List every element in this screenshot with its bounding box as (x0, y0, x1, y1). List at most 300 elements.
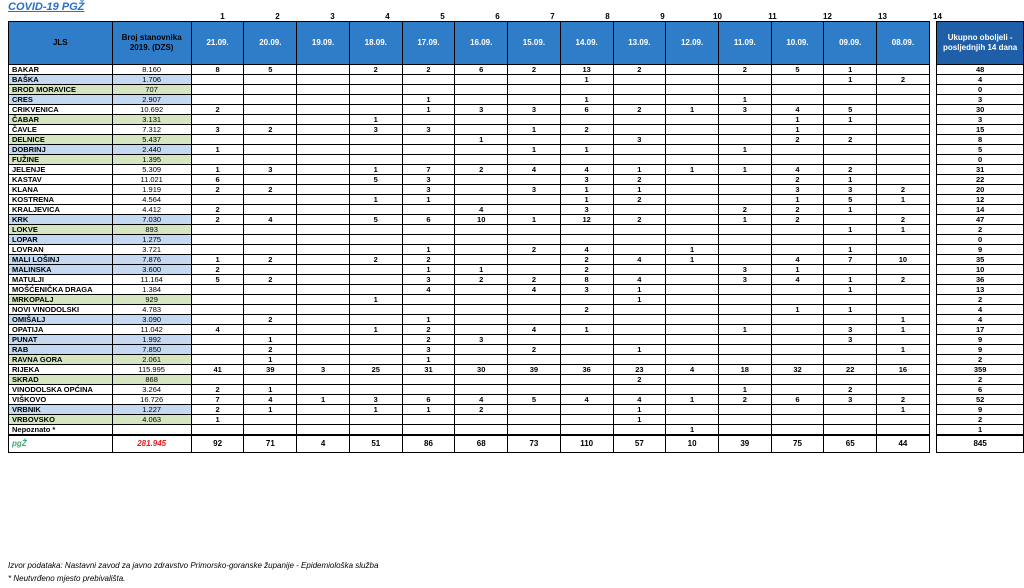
row-day-value: 1 (824, 275, 877, 285)
row-total: 17 (937, 325, 1024, 335)
row-day-value (244, 245, 297, 255)
row-day-value: 4 (455, 205, 508, 215)
spacer-cell (929, 385, 936, 395)
spacer-cell (929, 235, 936, 245)
row-population: 1.919 (112, 185, 191, 195)
row-day-value (508, 155, 561, 165)
row-day-value (771, 405, 824, 415)
row-total: 22 (937, 175, 1024, 185)
page-title: COVID-19 PGŽ (8, 1, 85, 13)
row-jls-name: CRIKVENICA (9, 105, 113, 115)
row-day-value: 1 (244, 355, 297, 365)
row-total: 0 (937, 85, 1024, 95)
row-day-value: 3 (402, 175, 455, 185)
row-day-value (297, 335, 350, 345)
row-day-value (666, 415, 719, 425)
row-day-value: 6 (455, 65, 508, 75)
row-population: 5.309 (112, 165, 191, 175)
row-day-value (613, 75, 666, 85)
row-jls-name: MRKOPALJ (9, 295, 113, 305)
day-number: 9 (660, 12, 665, 21)
row-day-value (508, 195, 561, 205)
row-day-value: 5 (824, 105, 877, 115)
row-day-value (560, 115, 613, 125)
row-day-value: 2 (771, 135, 824, 145)
row-day-value (666, 375, 719, 385)
spacer-cell (929, 395, 936, 405)
row-total: 14 (937, 205, 1024, 215)
table-row (9, 95, 1024, 105)
spacer-cell (929, 375, 936, 385)
row-day-value (824, 405, 877, 415)
row-day-value: 1 (244, 405, 297, 415)
spacer-cell (929, 22, 936, 65)
row-day-value (191, 135, 244, 145)
row-day-value (718, 85, 771, 95)
row-population: 7.030 (112, 215, 191, 225)
row-day-value: 2 (191, 205, 244, 215)
row-population: 11.042 (112, 325, 191, 335)
row-day-value (560, 345, 613, 355)
row-day-value (560, 235, 613, 245)
row-day-value (349, 285, 402, 295)
row-day-value (824, 145, 877, 155)
row-day-value: 2 (718, 205, 771, 215)
row-day-value (508, 265, 561, 275)
row-day-value (666, 95, 719, 105)
row-day-value: 1 (877, 345, 930, 355)
row-day-value: 41 (191, 365, 244, 375)
row-jls-name: RIJEKA (9, 365, 113, 375)
row-day-value (824, 215, 877, 225)
row-day-value (718, 225, 771, 235)
row-total: 15 (937, 125, 1024, 135)
row-day-value (455, 315, 508, 325)
row-day-value (666, 115, 719, 125)
table-row (9, 75, 1024, 85)
row-day-value (613, 125, 666, 135)
row-day-value (718, 355, 771, 365)
row-day-value: 2 (613, 175, 666, 185)
row-day-value (191, 285, 244, 295)
header-date: 10.09. (771, 22, 824, 65)
row-day-value: 2 (613, 195, 666, 205)
row-day-value (666, 65, 719, 75)
row-day-value (877, 295, 930, 305)
row-day-value: 4 (244, 395, 297, 405)
row-day-value (402, 115, 455, 125)
row-day-value (877, 145, 930, 155)
row-total: 9 (937, 335, 1024, 345)
spacer-cell (929, 85, 936, 95)
row-day-value: 22 (824, 365, 877, 375)
row-day-value: 2 (560, 265, 613, 275)
row-day-value (455, 345, 508, 355)
row-population: 1.706 (112, 75, 191, 85)
row-day-value (297, 125, 350, 135)
row-day-value (771, 315, 824, 325)
row-day-value (244, 155, 297, 165)
row-day-value (508, 415, 561, 425)
row-population: 4.564 (112, 195, 191, 205)
row-total: 3 (937, 115, 1024, 125)
row-day-value (877, 375, 930, 385)
row-day-value (297, 195, 350, 205)
row-day-value (297, 275, 350, 285)
row-day-value: 2 (244, 345, 297, 355)
row-day-value (191, 75, 244, 85)
row-day-value (191, 225, 244, 235)
table-row (9, 385, 1024, 395)
row-day-value: 1 (613, 295, 666, 305)
table-row (9, 215, 1024, 225)
row-day-value: 1 (560, 145, 613, 155)
row-day-value: 5 (191, 275, 244, 285)
row-day-value: 3 (718, 265, 771, 275)
row-population: 929 (112, 295, 191, 305)
row-day-value (297, 325, 350, 335)
row-day-value (613, 265, 666, 275)
row-day-value: 4 (191, 325, 244, 335)
row-day-value (560, 295, 613, 305)
row-jls-name: VRBOVSKO (9, 415, 113, 425)
row-jls-name: KOSTRENA (9, 195, 113, 205)
row-day-value: 1 (402, 405, 455, 415)
spacer-cell (929, 305, 936, 315)
row-day-value (297, 145, 350, 155)
row-day-value (560, 225, 613, 235)
row-day-value (349, 375, 402, 385)
row-day-value (402, 415, 455, 425)
summary-day-total: 65 (824, 435, 877, 453)
row-day-value (297, 415, 350, 425)
row-day-value (191, 315, 244, 325)
row-day-value (508, 305, 561, 315)
row-day-value: 1 (613, 165, 666, 175)
day-number: 13 (878, 12, 887, 21)
row-jls-name: CRES (9, 95, 113, 105)
summary-day-total: 92 (191, 435, 244, 453)
table-body (9, 65, 1024, 453)
row-day-value (771, 145, 824, 155)
row-day-value: 7 (402, 165, 455, 175)
row-day-value (349, 205, 402, 215)
row-day-value (666, 75, 719, 85)
row-day-value (666, 355, 719, 365)
row-day-value (508, 385, 561, 395)
row-day-value: 2 (824, 165, 877, 175)
row-total: 2 (937, 355, 1024, 365)
row-day-value (297, 265, 350, 275)
row-day-value (455, 295, 508, 305)
row-day-value (718, 255, 771, 265)
row-population: 7.312 (112, 125, 191, 135)
table-row (9, 145, 1024, 155)
row-day-value: 4 (666, 365, 719, 375)
summary-day-total: 51 (349, 435, 402, 453)
header-date: 13.09. (613, 22, 666, 65)
row-day-value (244, 375, 297, 385)
row-day-value (508, 235, 561, 245)
row-day-value (877, 385, 930, 395)
row-population: 11.164 (112, 275, 191, 285)
row-day-value (455, 175, 508, 185)
row-total: 5 (937, 145, 1024, 155)
row-total: 2 (937, 415, 1024, 425)
row-day-value (455, 145, 508, 155)
row-total: 10 (937, 265, 1024, 275)
row-day-value (824, 415, 877, 425)
row-day-value (771, 355, 824, 365)
header-date: 15.09. (508, 22, 561, 65)
row-day-value (349, 75, 402, 85)
spacer-cell (929, 255, 936, 265)
row-day-value: 3 (191, 125, 244, 135)
row-day-value: 3 (560, 205, 613, 215)
row-total: 12 (937, 195, 1024, 205)
row-day-value (718, 235, 771, 245)
spacer-cell (929, 75, 936, 85)
row-jls-name: LOKVE (9, 225, 113, 235)
row-day-value: 4 (402, 285, 455, 295)
row-day-value (877, 425, 930, 436)
row-day-value (191, 85, 244, 95)
spacer-cell (929, 105, 936, 115)
row-day-value (613, 245, 666, 255)
spacer-cell (929, 345, 936, 355)
row-day-value (349, 275, 402, 285)
spacer-cell (929, 225, 936, 235)
row-day-value (718, 135, 771, 145)
row-day-value (297, 285, 350, 295)
row-day-value: 2 (824, 385, 877, 395)
row-population: 2.061 (112, 355, 191, 365)
row-day-value (349, 305, 402, 315)
header-date: 18.09. (349, 22, 402, 65)
row-population: 115.995 (112, 365, 191, 375)
spacer-cell (929, 125, 936, 135)
row-day-value (402, 75, 455, 85)
row-day-value: 1 (771, 115, 824, 125)
row-day-value: 2 (191, 105, 244, 115)
row-day-value: 1 (824, 305, 877, 315)
row-day-value: 39 (244, 365, 297, 375)
row-day-value (877, 245, 930, 255)
row-day-value (718, 375, 771, 385)
row-day-value (455, 115, 508, 125)
row-day-value (771, 375, 824, 385)
row-population: 3.721 (112, 245, 191, 255)
row-day-value (771, 385, 824, 395)
row-day-value (666, 175, 719, 185)
row-day-value (666, 215, 719, 225)
row-day-value: 1 (560, 75, 613, 85)
header-date: 12.09. (666, 22, 719, 65)
row-total: 13 (937, 285, 1024, 295)
spacer-cell (929, 315, 936, 325)
row-day-value (824, 375, 877, 385)
row-day-value (349, 135, 402, 145)
row-day-value (508, 355, 561, 365)
row-day-value (508, 135, 561, 145)
row-population: 1.384 (112, 285, 191, 295)
row-day-value (877, 115, 930, 125)
row-day-value: 1 (613, 415, 666, 425)
row-day-value (455, 75, 508, 85)
row-day-value (349, 355, 402, 365)
row-day-value: 4 (244, 215, 297, 225)
day-number: 12 (823, 12, 832, 21)
row-population: 1.227 (112, 405, 191, 415)
table-row (9, 105, 1024, 115)
row-day-value: 3 (824, 335, 877, 345)
row-day-value: 5 (349, 175, 402, 185)
row-total: 9 (937, 345, 1024, 355)
row-day-value: 1 (244, 385, 297, 395)
row-day-value (402, 225, 455, 235)
header-date: 16.09. (455, 22, 508, 65)
row-day-value (402, 205, 455, 215)
row-total: 52 (937, 395, 1024, 405)
row-day-value (666, 275, 719, 285)
row-day-value (508, 295, 561, 305)
row-population: 3.131 (112, 115, 191, 125)
row-day-value: 2 (402, 65, 455, 75)
row-jls-name: LOVRAN (9, 245, 113, 255)
row-jls-name: RAVNA GORA (9, 355, 113, 365)
row-day-value: 2 (613, 105, 666, 115)
row-day-value: 1 (402, 195, 455, 205)
row-population: 5.437 (112, 135, 191, 145)
table-row (9, 65, 1024, 75)
row-day-value (508, 425, 561, 436)
row-day-value (666, 235, 719, 245)
row-day-value: 18 (718, 365, 771, 375)
row-day-value (191, 335, 244, 345)
row-day-value (297, 315, 350, 325)
day-number: 4 (385, 12, 390, 21)
row-day-value (560, 85, 613, 95)
summary-day-total: 39 (718, 435, 771, 453)
spacer-cell (929, 185, 936, 195)
row-day-value (297, 405, 350, 415)
row-jls-name: KRALJEVICA (9, 205, 113, 215)
row-day-value (349, 335, 402, 345)
spacer-cell (929, 325, 936, 335)
row-day-value: 25 (349, 365, 402, 375)
row-day-value (560, 385, 613, 395)
row-day-value (244, 115, 297, 125)
row-day-value (613, 95, 666, 105)
pgz-logo: pgŽ (9, 435, 113, 453)
table-row (9, 175, 1024, 185)
row-total: 2 (937, 225, 1024, 235)
row-day-value (402, 385, 455, 395)
row-day-value: 3 (455, 335, 508, 345)
day-number: 11 (768, 12, 777, 21)
row-day-value (508, 315, 561, 325)
row-population: 7.850 (112, 345, 191, 355)
row-jls-name: DELNICE (9, 135, 113, 145)
row-day-value: 1 (455, 135, 508, 145)
row-day-value: 1 (508, 145, 561, 155)
table-row (9, 305, 1024, 315)
row-population: 2.440 (112, 145, 191, 155)
row-day-value (297, 165, 350, 175)
row-day-value: 1 (877, 325, 930, 335)
row-day-value: 2 (191, 405, 244, 415)
row-day-value: 3 (824, 325, 877, 335)
row-day-value (560, 375, 613, 385)
row-day-value (613, 305, 666, 315)
row-day-value (244, 425, 297, 436)
row-total: 20 (937, 185, 1024, 195)
row-day-value (666, 315, 719, 325)
spacer-cell (929, 335, 936, 345)
row-day-value: 2 (402, 325, 455, 335)
row-total: 35 (937, 255, 1024, 265)
spacer-cell (929, 205, 936, 215)
row-day-value (771, 245, 824, 255)
row-day-value: 3 (560, 285, 613, 295)
row-day-value (771, 345, 824, 355)
row-day-value (718, 315, 771, 325)
row-jls-name: DOBRINJ (9, 145, 113, 155)
row-day-value (666, 285, 719, 295)
row-day-value (666, 225, 719, 235)
source-note: Izvor podataka: Nastavni zavod za javno zdravstvo Primorsko-goranske županije - Epidemiološka služba (8, 561, 379, 570)
spacer-cell (929, 355, 936, 365)
row-day-value: 4 (771, 105, 824, 115)
spacer-cell (929, 165, 936, 175)
table-row (9, 115, 1024, 125)
row-population: 3.600 (112, 265, 191, 275)
row-jls-name: KASTAV (9, 175, 113, 185)
row-day-value (877, 205, 930, 215)
row-day-value (349, 225, 402, 235)
row-day-value: 2 (613, 65, 666, 75)
header-date: 19.09. (297, 22, 350, 65)
row-day-value (455, 85, 508, 95)
spacer-cell (929, 365, 936, 375)
row-day-value (613, 85, 666, 95)
row-day-value (877, 125, 930, 135)
table-row (9, 295, 1024, 305)
row-population: 1.992 (112, 335, 191, 345)
spacer-cell (929, 135, 936, 145)
covid-table (8, 21, 1024, 453)
row-day-value (771, 415, 824, 425)
row-day-value (613, 325, 666, 335)
row-day-value: 2 (455, 275, 508, 285)
row-day-value (297, 65, 350, 75)
row-total: 4 (937, 75, 1024, 85)
row-day-value: 3 (824, 185, 877, 195)
row-day-value (297, 115, 350, 125)
row-day-value (508, 375, 561, 385)
row-day-value (718, 295, 771, 305)
row-day-value (877, 265, 930, 275)
day-number: 5 (440, 12, 445, 21)
row-day-value (297, 205, 350, 215)
row-day-value: 13 (560, 65, 613, 75)
row-day-value (666, 205, 719, 215)
row-day-value (455, 425, 508, 436)
summary-day-total: 75 (771, 435, 824, 453)
table-row (9, 355, 1024, 365)
spacer-cell (929, 215, 936, 225)
row-day-value (666, 145, 719, 155)
